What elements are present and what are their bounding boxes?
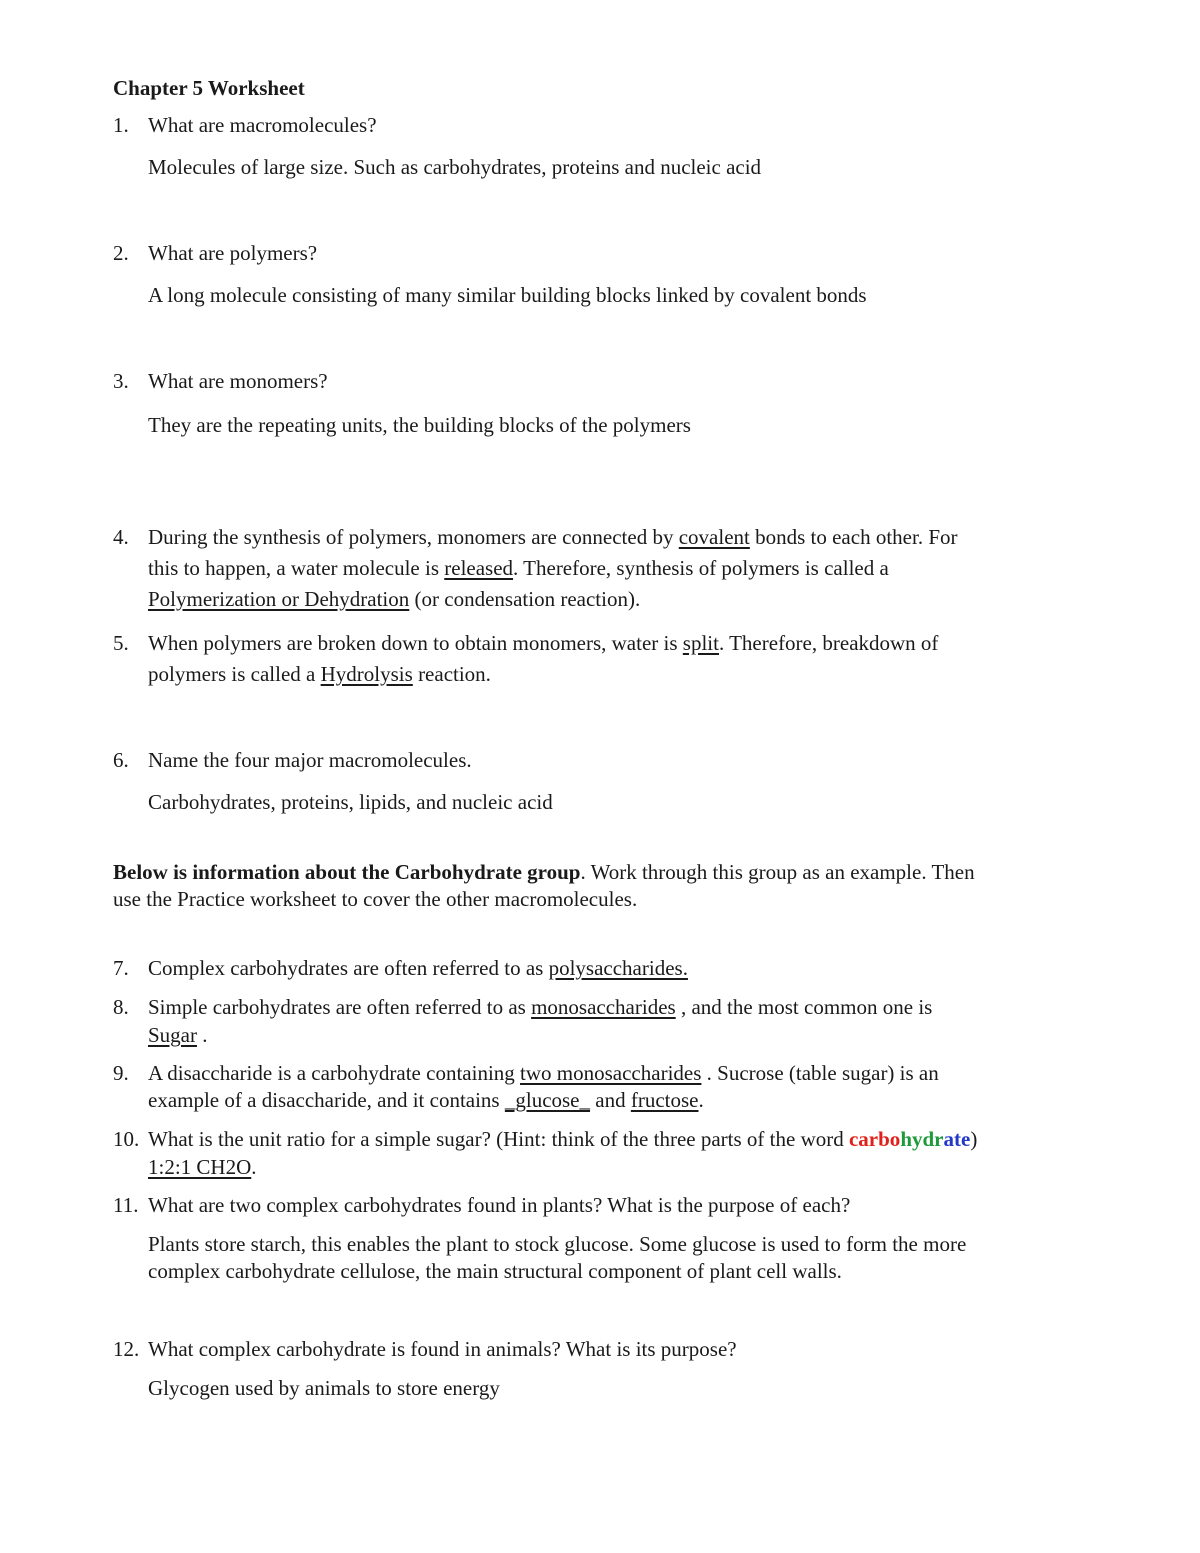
q11-question: What are two complex carbohydrates found in plants? What is the purpose of each? bbox=[148, 1193, 851, 1217]
q9-line-1 bbox=[148, 1063, 939, 1084]
q2-answer: A long molecule consisting of many similar building blocks linked by covalent bonds bbox=[148, 283, 867, 307]
q4-blank-polymerization: Polymerization or Dehydration bbox=[148, 587, 410, 611]
q10-text: ) bbox=[970, 1127, 978, 1151]
q9-blank-two-monosaccharides: two monosaccharides bbox=[520, 1061, 702, 1085]
q9-line-2 bbox=[148, 1090, 704, 1111]
q3-number: 3. bbox=[113, 369, 129, 393]
q4-line-2 bbox=[148, 558, 889, 579]
q11-number: 11. bbox=[113, 1193, 139, 1217]
q4-line-3 bbox=[148, 589, 640, 610]
q5-text: polymers is called a bbox=[148, 662, 321, 686]
q4-number: 4. bbox=[113, 525, 129, 549]
q9-text: example of a disaccharide, and it contains bbox=[148, 1088, 505, 1112]
q10-word-ate: ate bbox=[943, 1127, 971, 1151]
q4-text: bonds to each other. For bbox=[749, 525, 958, 549]
q9-text: and bbox=[590, 1088, 631, 1112]
q10-line-2 bbox=[148, 1157, 257, 1178]
q1-question: What are macromolecules? bbox=[148, 113, 377, 137]
q4-text: this to happen, a water molecule is bbox=[148, 556, 445, 580]
q5-text: When polymers are broken down to obtain monomers, water is bbox=[148, 631, 683, 655]
q5-blank-hydrolysis: Hydrolysis bbox=[320, 662, 413, 686]
q4-text: . Therefore, synthesis of polymers is called a bbox=[513, 556, 889, 580]
q5-number: 5. bbox=[113, 631, 129, 655]
q4-line-1 bbox=[148, 527, 958, 548]
q5-line-2 bbox=[148, 664, 491, 685]
q12-question: What complex carbohydrate is found in animals? What is its purpose? bbox=[148, 1337, 737, 1361]
q4-blank-covalent: covalent bbox=[678, 525, 750, 549]
q9-blank-glucose: _glucose_ bbox=[504, 1088, 591, 1112]
q7-line bbox=[148, 958, 688, 979]
q1-number: 1. bbox=[113, 113, 129, 137]
q5-text: . Therefore, breakdown of bbox=[718, 631, 939, 655]
q11-answer-line-1: Plants store starch, this enables the plant to stock glucose. Some glucose is used to form the more bbox=[148, 1232, 967, 1256]
intro-bold: Below is information about the Carbohydrate group bbox=[113, 860, 581, 884]
q2-number: 2. bbox=[113, 241, 129, 265]
q12-number: 12. bbox=[113, 1337, 140, 1361]
q9-blank-fructose: fructose bbox=[630, 1088, 699, 1112]
q8-blank-sugar: Sugar bbox=[148, 1023, 197, 1047]
q7-text: Complex carbohydrates are often referred to as bbox=[148, 956, 549, 980]
q4-blank-released: released bbox=[444, 556, 514, 580]
q8-number: 8. bbox=[113, 995, 129, 1019]
q8-line-1 bbox=[148, 997, 932, 1018]
intro-text: . Work through this group as an example. Then bbox=[580, 860, 975, 884]
q12-answer: Glycogen used by animals to store energy bbox=[148, 1376, 500, 1400]
q3-answer: They are the repeating units, the building blocks of the polymers bbox=[148, 413, 691, 437]
q6-question: Name the four major macromolecules. bbox=[148, 748, 472, 772]
q2-question: What are polymers? bbox=[148, 241, 318, 265]
q5-blank-split: split bbox=[682, 631, 719, 655]
q9-number: 9. bbox=[113, 1061, 129, 1085]
q5-line-1 bbox=[148, 633, 938, 654]
q10-word-carbo: carbo bbox=[848, 1127, 901, 1151]
q4-text: During the synthesis of polymers, monomers are connected by bbox=[148, 525, 679, 549]
q6-number: 6. bbox=[113, 748, 129, 772]
q8-text: . bbox=[197, 1023, 208, 1047]
page-title: Chapter 5 Worksheet bbox=[113, 76, 305, 100]
q10-blank-ratio: 1:2:1 CH2O bbox=[148, 1155, 252, 1179]
q10-text: . bbox=[251, 1155, 257, 1179]
q10-number: 10. bbox=[113, 1127, 140, 1151]
q8-text: Simple carbohydrates are often referred to as bbox=[148, 995, 532, 1019]
q7-blank: polysaccharides. bbox=[548, 956, 688, 980]
q10-text: What is the unit ratio for a simple sugar? (Hint: think of the three parts of the word bbox=[148, 1127, 849, 1151]
q10-word-hydr: hydr bbox=[900, 1127, 944, 1151]
q1-answer: Molecules of large size. Such as carbohydrates, proteins and nucleic acid bbox=[148, 155, 762, 179]
q6-answer: Carbohydrates, proteins, lipids, and nucleic acid bbox=[148, 790, 553, 814]
carbohydrate-intro bbox=[113, 862, 975, 883]
q8-line-2 bbox=[148, 1025, 208, 1046]
q11-answer-line-2: complex carbohydrate cellulose, the main structural component of plant cell walls. bbox=[148, 1259, 842, 1283]
q9-text: . Sucrose (table sugar) is an bbox=[701, 1061, 939, 1085]
q8-text: , and the most common one is bbox=[675, 995, 933, 1019]
q3-question: What are monomers? bbox=[148, 369, 328, 393]
q9-text: A disaccharide is a carbohydrate containing bbox=[148, 1061, 521, 1085]
q9-text: . bbox=[698, 1088, 704, 1112]
q7-number: 7. bbox=[113, 956, 129, 980]
carbohydrate-intro-line-2: use the Practice worksheet to cover the other macromolecules. bbox=[113, 887, 638, 911]
q4-text: (or condensation reaction). bbox=[409, 587, 641, 611]
q10-line-1 bbox=[148, 1129, 977, 1150]
q8-blank-monosaccharides: monosaccharides bbox=[531, 995, 676, 1019]
q5-text: reaction. bbox=[412, 662, 491, 686]
